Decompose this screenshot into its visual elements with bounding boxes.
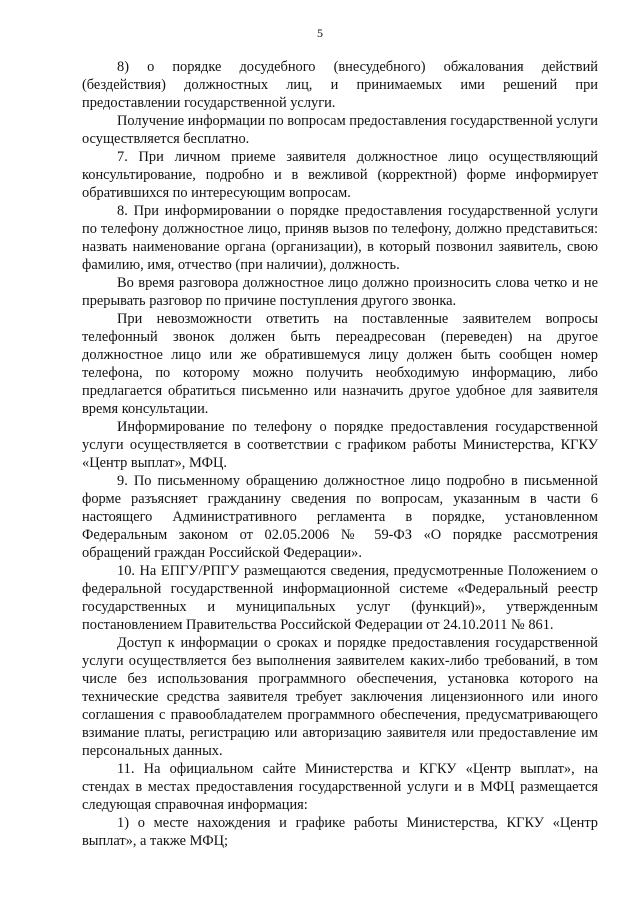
paragraph-call-redirect: При невозможности ответить на поставленные заявителем вопросы телефонный звонок должен быть переадресован (переведен) на другое должностное лицо или же обратившемуся лицу должен быть сообщен номер телефона, по которому можно получить необходимую информацию, либо предлагается обратиться письменно или назначить другое удобное для заявителя время консультации. — [82, 311, 598, 417]
paragraph-phone-schedule: Информирование по телефону о порядке предоставления государственной услуги осуществляется в соответствии с графиком работы Министерства, КГКУ «Центр выплат», МФЦ. — [82, 419, 598, 471]
paragraph-phone-conversation: Во время разговора должностное лицо должно произносить слова четко и не прерывать разговор по причине поступления другого звонка. — [82, 275, 598, 309]
paragraph-8-phone-informing: 8. При информировании о порядке предоставления государственной услуги по телефону должностное лицо, приняв вызов по телефону, должно представиться: назвать наименование органа (организации), в который позвонил заявитель, свою фамилию, имя, отчество (при наличии), должность. — [82, 203, 598, 273]
document-body — [82, 58, 598, 850]
paragraph-10-epgu-rpgu: 10. На ЕПГУ/РПГУ размещаются сведения, предусмотренные Положением о федеральной государственной информационной системе «Федеральный реестр государственных и муниципальных услуг (функций)», утвержденным постановлением Правительства Российской Федерации от 24.10.2011 № 861. — [82, 563, 598, 633]
paragraph-9-written-request: 9. По письменному обращению должностное лицо подробно в письменной форме разъясняет гражданину сведения по вопросам, указанным в части 6 настоящего Административного регламента в порядке, установленном Федеральным законом от 02.05.2006 № 59-ФЗ «О порядке рассмотрения обращений граждан Российской Федерации». — [82, 473, 598, 561]
paragraph-item-8-appeal: 8) о порядке досудебного (внесудебного) обжалования действий (бездействия) должностных лиц, и принимаемых ими решений при предоставлении государственной услуги. — [82, 59, 598, 111]
paragraph-information-access: Доступ к информации о сроках и порядке предоставления государственной услуги осуществляется без выполнения заявителем каких-либо требований, в том числе без использования программного обеспечения, установка которого на технические средства заявителя требует заключения лицензионного или иного соглашения с правообладателем программного обеспечения, предусматривающего взимание платы, регистрацию или авторизацию заявителя или предоставление им персональных данных. — [82, 635, 598, 759]
paragraph-location-schedule: 1) о месте нахождения и графике работы Министерства, КГКУ «Центр выплат», а также МФЦ; — [82, 815, 598, 849]
paragraph-free-of-charge: Получение информации по вопросам предоставления государственной услуги осуществляется бесплатно. — [82, 113, 598, 147]
paragraph-7-personal-reception: 7. При личном приеме заявителя должностное лицо осуществляющий консультирование, подробно и в вежливой (корректной) форме информирует обратившихся по интересующим вопросам. — [82, 149, 598, 201]
paragraph-11-reference-info: 11. На официальном сайте Министерства и КГКУ «Центр выплат», на стендах в местах предоставления государственной услуги и в МФЦ размещается следующая справочная информация: — [82, 761, 598, 813]
page-number: 5 — [317, 26, 323, 40]
